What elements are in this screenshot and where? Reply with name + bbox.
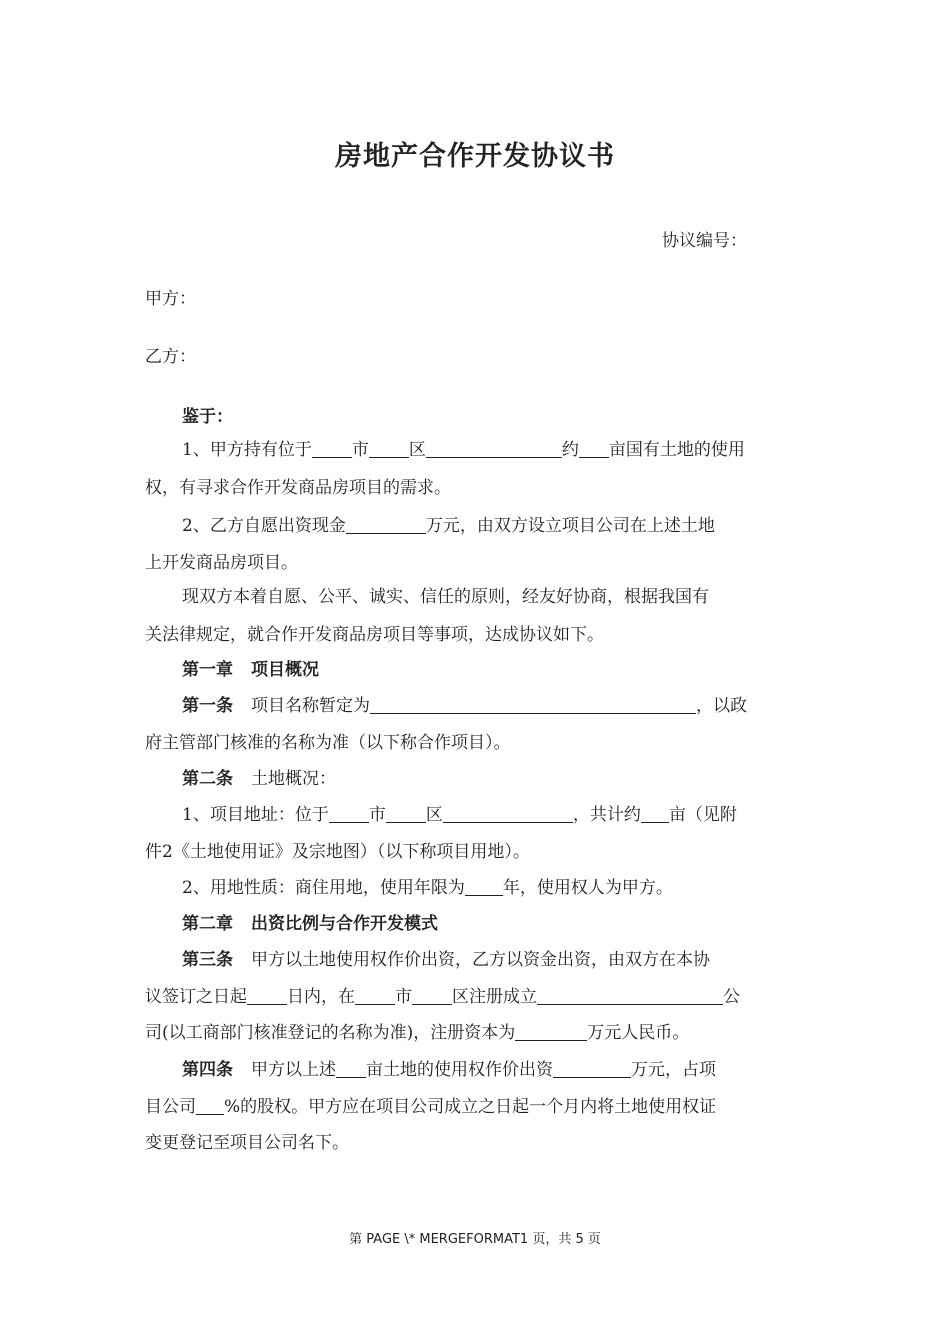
principle-line-2: 关法律规定，就合作开发商品房项目等事项，达成协议如下。 [145,625,604,645]
text: 亩国有土地的使用 [608,440,745,460]
party-a-label: 甲方： [145,289,196,309]
article-2-item-1-line-1 [182,803,737,827]
blank-location [426,439,562,458]
page-footer: 第 PAGE \* MERGEFORMAT1 页，共 5 页 [349,1232,601,1247]
principle-line-1: 现双方本着自愿、公平、诚实、信任的原则，经友好协商，根据我国有 [182,587,709,607]
text: ，共计约 [572,805,641,825]
text: 司(以工商部门核准登记的名称为准)，注册资本为 [145,1023,516,1043]
text: 亩土地的使用权作价出资 [366,1060,553,1080]
chapter-1-heading [182,658,319,682]
blank-city [312,439,352,458]
whereas-label: 鉴于： [182,407,233,427]
article-4-line-1 [182,1058,716,1082]
text: 万元，由双方设立项目公司在上述土地 [425,516,715,536]
text: 1、甲方持有位于 [182,440,312,460]
blank-years [465,877,503,896]
text: 1、项目地址：位于 [182,805,329,825]
whereas-item-1-line-1 [182,438,745,462]
blank-city [329,804,369,823]
article-4-line-3: 变更登记至项目公司名下。 [145,1133,349,1153]
text: 市 [351,440,369,460]
text: 2、乙方自愿出资现金 [182,516,346,536]
text: 市 [395,987,412,1007]
chapter-number: 第二章 [182,914,233,934]
article-1-line-1 [182,694,747,718]
document-title: 房地产合作开发协议书 [335,141,615,172]
blank-capital [515,1022,587,1041]
party-b-label: 乙方： [145,347,196,367]
chapter-name: 出资比例与合作开发模式 [251,914,438,934]
article-2-line-1 [182,767,336,791]
text: 目公司 [145,1097,196,1117]
text: 年，使用权人为甲方。 [502,878,673,898]
text: 区 [425,805,443,825]
text: 亩（见附 [668,805,737,825]
text: ，以政 [696,696,747,716]
blank-district [412,986,452,1005]
whereas-item-1-line-2: 权，有寻求合作开发商品房项目的需求。 [145,478,451,498]
article-3-line-1 [182,948,710,972]
chapter-name: 项目概况 [251,660,319,680]
article-label: 第四条 [182,1060,233,1080]
text: 公 [723,987,740,1007]
article-label: 第二条 [182,769,233,789]
article-3-line-2 [145,985,740,1009]
article-2-item-2 [182,876,673,900]
blank-area [641,804,669,823]
blank-district [369,439,409,458]
blank-project-name [370,695,696,714]
text: 市 [368,805,386,825]
whereas-item-2-line-1 [182,514,715,538]
article-3-line-3 [145,1021,689,1045]
blank-company-name [537,986,723,1005]
blank-percentage [196,1096,224,1115]
article-label: 第一条 [182,696,233,716]
text: 约 [561,440,579,460]
blank-area [579,439,609,458]
text: 万元，占项 [631,1060,716,1080]
blank-amount [346,515,426,534]
text: 日内，在 [287,987,355,1007]
text: 区 [408,440,426,460]
text: %的股权。甲方应在项目公司成立之日起一个月内将土地使用权证 [224,1097,717,1117]
text: 2、用地性质：商住用地，使用年限为 [182,878,465,898]
blank-district [386,804,426,823]
article-1-line-2: 府主管部门核准的名称为准（以下称合作项目）。 [145,733,511,753]
agreement-number-label: 协议编号： [662,231,747,251]
text: 甲方以上述 [251,1060,336,1080]
chapter-number: 第一章 [182,660,233,680]
text: 土地概况： [251,769,336,789]
article-2-item-1-line-2: 件2《土地使用证》及宗地图）（以下称项目用地）。 [145,842,530,862]
blank-days [247,986,287,1005]
blank-value [553,1059,631,1078]
text: 议签订之日起 [145,987,247,1007]
text: 甲方以土地使用权作价出资，乙方以资金出资，由双方在本协 [251,950,710,970]
chapter-2-heading [182,912,438,936]
text: 区注册成立 [452,987,537,1007]
blank-area [336,1059,366,1078]
article-4-line-2 [145,1095,716,1119]
blank-address [443,804,573,823]
blank-city [355,986,395,1005]
whereas-item-2-line-2: 上开发商品房项目。 [145,553,298,573]
text: 项目名称暂定为 [251,696,370,716]
article-label: 第三条 [182,950,233,970]
text: 万元人民币。 [587,1023,690,1043]
